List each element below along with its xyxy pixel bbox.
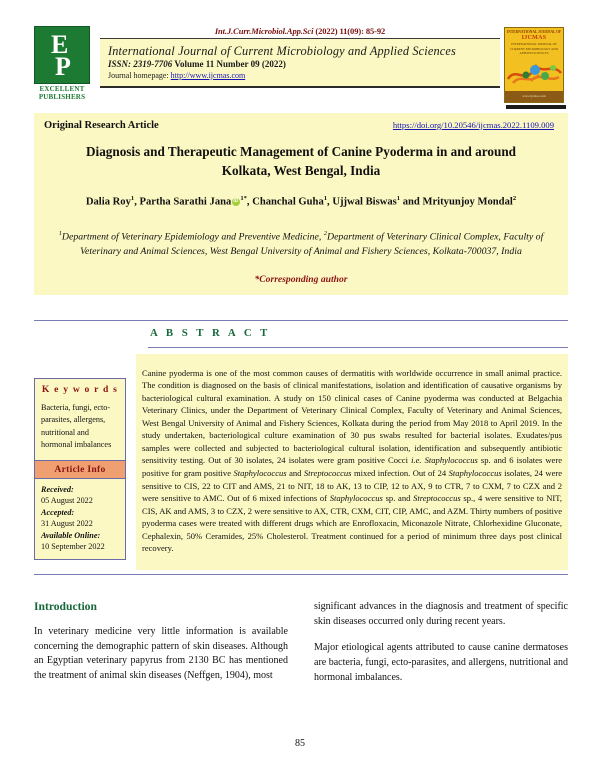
article-info-box <box>34 479 126 560</box>
corresponding-author-note: *Corresponding author <box>254 273 348 285</box>
abstract-ital-2: Staphylococcus <box>233 468 287 479</box>
masthead <box>34 26 568 110</box>
accepted-date: 31 August 2022 <box>41 519 93 529</box>
abstract-seg-3: and <box>286 468 304 479</box>
author-4: , Ujjwal Biswas <box>327 197 397 208</box>
body-columns <box>34 600 568 697</box>
abstract-ital-5: Staphylococcus <box>329 493 383 504</box>
cover-molecule-icon <box>505 57 564 87</box>
body-column-right <box>314 600 568 697</box>
affiliation-2: Department of Veterinary Clinical Complex, Faculty of Veterinary and Animal Sciences, West Bengal University of Animal and Fishery Sciences, Kolkata-700037, India <box>80 231 544 257</box>
journal-homepage-label: Journal homepage: <box>108 70 169 80</box>
author-2: , Partha Sarathi Jana <box>134 197 232 208</box>
abstract-seg-7: sp., 4 were sensitive to NIT, CIS, AK and AMS, 3 to CZX, 2 were sensitive to AX, CTR, CXM, CIT, CIP, AMC, and AZM. Thirty numbers of positive pyoderma cases were treated with different drugs which are Enrofloxacin, Miconazole Nitrate, Chlorhexidine Gluconate, Cephalexin, 50% Ceramides, 25% Cholesterol. Treatment continued for a period of minimum three days post clinical recovery. <box>142 493 562 554</box>
article-type-label: Original Research Article <box>44 120 159 131</box>
available-online-date: 10 September 2022 <box>41 542 105 552</box>
cover-top-text: INTERNATIONAL JOURNAL OF <box>506 30 562 34</box>
section-heading-introduction: Introduction <box>34 600 97 613</box>
author-5-affil-marker: 2 <box>512 195 517 203</box>
abstract-rule-middle <box>148 347 568 348</box>
journal-banner <box>100 26 500 88</box>
accepted-label: Accepted: <box>41 508 75 517</box>
abstract-seg-5: isolates, 24 were sensitive to CIS, 22 to CIT and AMS, 21 to NIT, 18 to AK, 13 to CIP, 12 to AX, 9 to CTR, 7 to CXM, 7 to CZX and 2 were sensitive to AMC. Out of 6 mixed infections of <box>142 468 563 504</box>
abstract-text <box>142 367 562 555</box>
abstract-ital-4: Staphylococcus <box>448 468 502 479</box>
author-1: Dalia Roy <box>85 197 131 208</box>
affiliations <box>44 229 558 260</box>
abstract-heading-row <box>34 321 568 347</box>
issue-citation-numbers: (2022) 11(09): 85-92 <box>315 26 386 36</box>
keywords-box <box>34 378 126 461</box>
affil-marker-2: 2 <box>323 229 327 237</box>
journal-title: International Journal of Current Microbiology and Applied Sciences <box>108 44 456 58</box>
abstract-text-box <box>136 354 568 570</box>
abstract-rule-bottom <box>34 574 568 575</box>
abstract-seg-2: sp. and 6 isolates were positive for gram positive <box>142 455 562 479</box>
abstract-ital-6: Streptococcus <box>413 493 461 504</box>
issue-citation <box>100 26 500 36</box>
cover-acronym: IJCMAS <box>521 35 547 42</box>
cover-artwork <box>505 57 563 87</box>
publisher-name: EXCELLENT PUBLISHERS <box>38 85 86 102</box>
cover-footer-url: www.ijcmas.com <box>505 91 563 102</box>
article-type-row <box>44 120 558 131</box>
author-list <box>44 194 558 210</box>
author-4-affil-marker: 1 <box>396 195 401 203</box>
cover-subtitle: INTERNATIONAL JOURNAL OF CURRENT MICROBIOLOGY AND APPLIED SCIENCES <box>510 42 558 55</box>
article-info-title-bar <box>34 461 126 479</box>
intro-paragraph-3: Major etiological agents attributed to cause canine dermatoses are bacteria, fungi, ecto-parasites, and allergens, nutritional and hormonal imbalances. <box>314 642 568 683</box>
publisher-logo <box>34 26 94 110</box>
intro-paragraph-2: significant advances in the diagnosis and treatment of specific skin diseases occurred only during recent years. <box>314 601 568 627</box>
keywords-text: Bacteria, fungi, ecto-parasites, allergens, nutritional and hormonal imbalances <box>41 403 112 450</box>
author-1-affil-marker: 1 <box>130 195 135 203</box>
journal-issn-line <box>108 59 494 70</box>
page-title: Diagnosis and Therapeutic Management of Canine Pyoderma in and around Kolkata, West Bengal, India <box>86 144 516 178</box>
orcid-icon[interactable] <box>232 198 240 206</box>
logo-letter-p: P <box>55 52 71 81</box>
journal-homepage-link[interactable]: http://www.ijcmas.com <box>170 70 246 80</box>
journal-volume: Volume 11 Number 09 (2022) <box>174 59 286 70</box>
abstract-section <box>34 320 568 575</box>
intro-paragraph-1: In veterinary medicine very little information is available concerning the demographic pattern of skin diseases. Although an Egyptian veterinary papyrus from 2130 BC has mentioned the treatment of animal skin diseases (Neffgen, 1904), most <box>34 626 288 682</box>
author-2-affil-marker: 1* <box>240 195 247 203</box>
sidebar-boxes <box>34 354 126 570</box>
affiliation-1: Department of Veterinary Epidemiology and Preventive Medicine, <box>61 231 324 243</box>
received-label: Received: <box>41 484 74 494</box>
author-3: , Chanchal Guha <box>246 197 324 208</box>
abstract-ital-1: i.e. Staphylococcus <box>411 455 478 466</box>
cover-shadow <box>506 105 566 109</box>
page-number: 85 <box>295 738 305 749</box>
body-column-left <box>34 600 288 697</box>
abstract-seg-4: mixed infection. Out of 24 <box>351 468 449 479</box>
title-panel <box>34 113 568 295</box>
logo-letter-e: E <box>51 30 69 59</box>
doi-link[interactable]: https://doi.org/10.20546/ijcmas.2022.1109.009 <box>392 120 554 130</box>
author-3-affil-marker: 1 <box>323 195 328 203</box>
abstract-seg-6: sp. and <box>382 493 414 504</box>
keywords-title: K e y w o r d s <box>41 384 119 395</box>
affil-marker-1: 1 <box>58 229 62 237</box>
article-info-title: Article Info <box>54 463 106 475</box>
journal-cover-thumbnail <box>504 27 568 109</box>
journal-homepage-line <box>108 71 494 81</box>
banner-body <box>100 39 500 88</box>
journal-issn: ISSN: 2319-7706 <box>108 59 173 70</box>
abstract-heading: A B S T R A C T <box>150 327 271 339</box>
abstract-seg-1: Canine pyoderma is one of the most common causes of dermatitis with worldwide occurrence in small animal practice. The condition is diagnosed on the basis of clinical manifestations, isolation and identification of causative organisms by bacteriological cultural examination. A study on 150 clinical cases of Canine pyoderma was conducted at Belgachia Veterinary Clinics, under the Department of Veterinary Clinical Complex, Faculty of Veterinary and Animal Sciences, West Bengal University of Animal and Fishery Sciences, Kolkata during the period from May 2018 to April 2019. In the study undertaken, bacteriological culture examination of 30 pus swabs resulted for bacterial isolates. Exudates/pus samples were collected and subjected to bacteriological cultural isolation, identification and subsequently antibiotic sensitivity testing. Out of 30 isolates, 24 isolates were gram positive Cocci <box>142 367 562 466</box>
received-date: 05 August 2022 <box>41 495 93 505</box>
cover-image <box>504 27 564 103</box>
logo-mark <box>34 26 90 84</box>
abstract-body <box>34 354 568 570</box>
abstract-ital-3: Streptococcus <box>303 468 352 479</box>
issue-citation-journal: Int.J.Curr.Microbiol.App.Sci <box>214 26 314 36</box>
author-5: and Mrityunjoy Mondal <box>400 197 513 208</box>
available-online-label: Available Online: <box>41 531 101 541</box>
